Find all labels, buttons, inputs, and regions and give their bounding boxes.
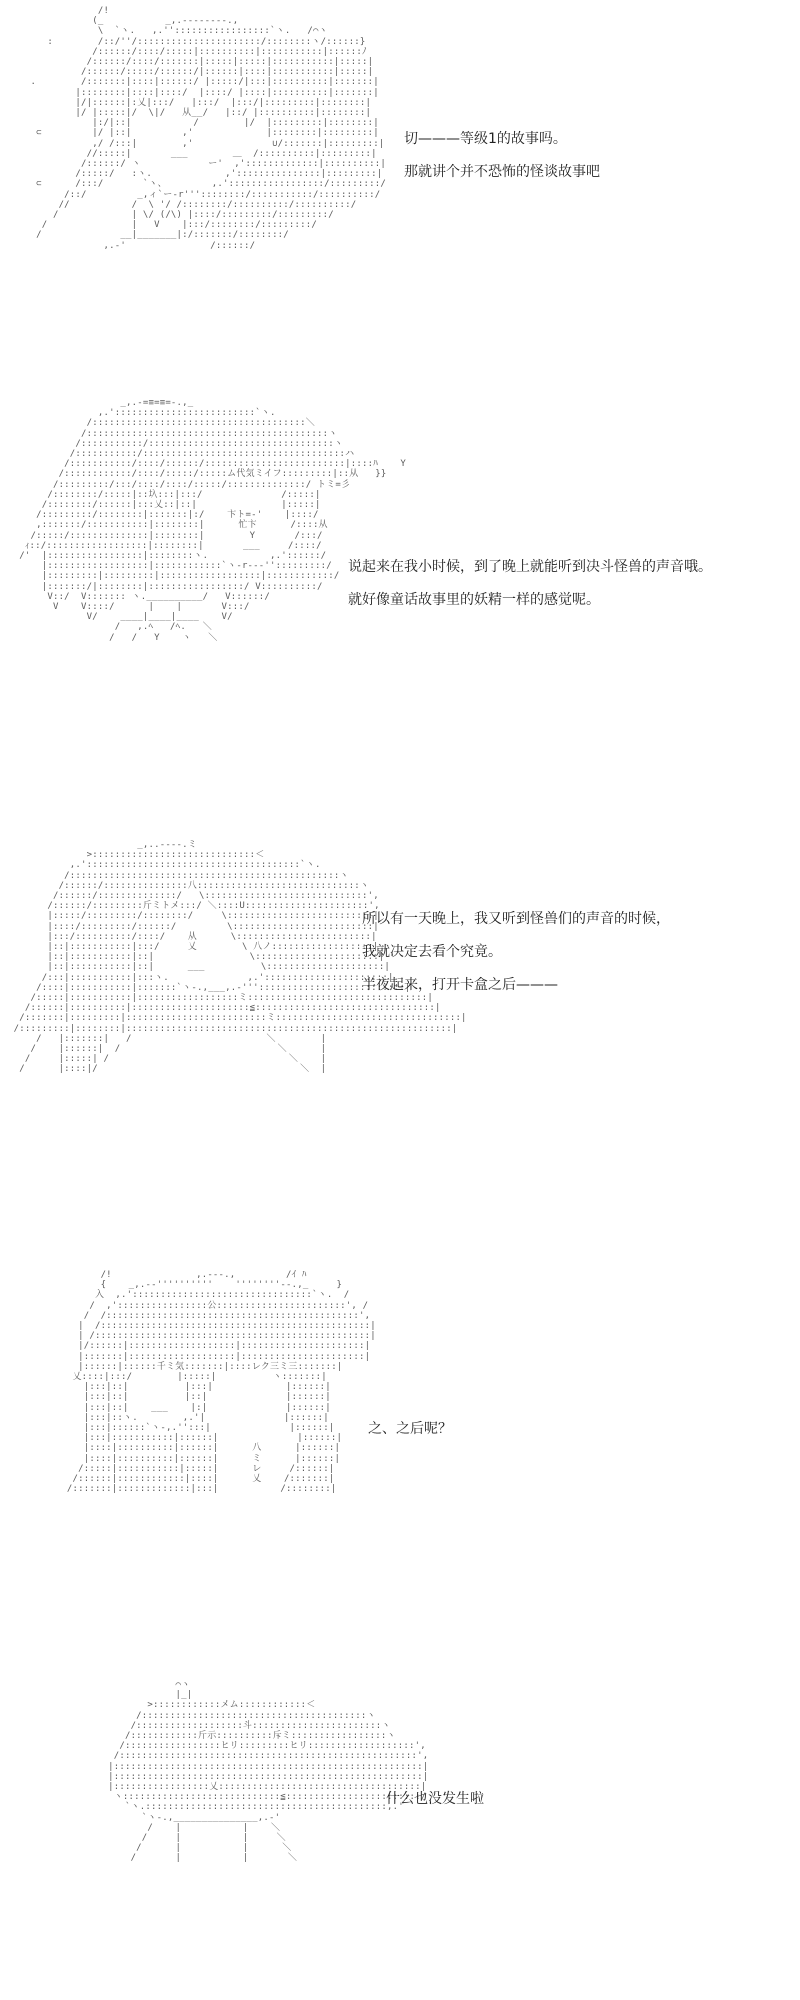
panel-2	[0, 390, 800, 810]
dialogue-line: 我就决定去看个究竟。	[362, 944, 502, 960]
ascii-art-character-1: /! (_ _,.--------., \ `ヽ. ,.'':::::::::::::::::`ヽ. /⌒ヽ : /::/''/::::::::::::::::::::::/::::::::ヽ/::::::} /::::::/::::/:::::|::::::::::|:::::::::::|::::::ﾉ /::::::/::::/:::::::|:::::|:::::|:::::::::::|:::::| /::::::/:::::/::::::/|::::::|::::|:::::::::::|:::::| . /:::::::|::::|::::::/ |:::::/|:::|::::::::::|:::::::| |::::::::|::::|::::/ |::::/ |::::|::::::::::|:::::::| |/|::::::|:乂|:::/ |:::/ |:::/|:::::::::|::::::::| |/ |:::::|/ \|/ 从__/ |::/ |::::::::::|::::::::| |:/|::| / |/ |:::::::::|::::::::| ⊂ |/ |::| ,' |::::::::|:::::::::| ,/ /:::| ,' ∪/:::::::|:::::::::| //:::::| ___ ＿ /::::::::::|:::::::::| /::::::/ ヽ ー' ,':::::::::::::|::::::::::| /:::::/ :ヽ. ,':::::::::::::::|:::::::::| ⊂ /:::/ `ヽ、 ,.':::::::::::::::::/:::::::::/ /::/ _,ィ`ー-r'''::::::::/:::::::::::/::::::::::/ // / \ '/ /::::::::/::::::::::/::::::::::/ / | \/ (/\) |::::/:::::::::/:::::::::/ / | V |:::/::::::::/:::::::::/ / __|_______|:/:::::::/::::::::/ ,.‐' /::::::/	[30, 6, 386, 251]
dialogue-line: 切———等级1的故事吗。	[404, 131, 567, 147]
ascii-art-character-4: /! ,.-‐-., /ｲ ﾊ { _,.-‐'''''''''' ''''''''‐-.,_ } 入 ,.'::::::::::::::::::::::::::::::::`ヽ. / / ,'::::::::::::::::公:::::::::::::::::::::::', / / /:::::::::::::::::::::::::::::::::::::::::::::', | /::::::::::::::::::::::::::::::::::::::::::::::::| | /:::::::::::::::::::::::::::::::::::::::::::::::::| |/::::::|:::::::::::::::::::|::::::::::::::::::::::| |:::::::|:::::::::::::::::::|::::::::::::::::::::::| |::::::|::::::千ミ気:::::::|::::レク三ミ三:::::::| 乂::::|:::/ |:::::| ヽ:::::::| |:::|::| |:::| |::::::| |:::|::| |::| |::::::| |:::|::| ___ |:| |::::::| |:::|::ヽ. ,.'| |::::::| |:::|::::::`ヽ-,.'':::| |::::::| |:::|:::::::::::|::::::| |::::::| |::::|::::::::::|::::::| 八 |::::::| |::::|::::::::::|::::::| ミ |::::::| /:::::|:::::::::::|:::::| レ /::::::| /::::::|::::::::::::|::::| 乂 /:::::::| /:::::::|:::::::::::::|:::| /::::::::|	[66, 1270, 376, 1495]
panel-3	[0, 830, 800, 1250]
dialogue-line: 半夜起来，打开卡盒之后———	[362, 977, 558, 993]
dialogue-1	[404, 130, 600, 196]
ascii-art-character-2: _,.-=≡=≡=-.,_ ,.':::::::::::::::::::::::::`ヽ. /::::::::::::::::::::::::::::::::::::::＼ /:::::::::::::::::::::::::::::::::::::::::::ヽ /:::::::::::/:::::::::::::::::::::::::::::::::ヽ /:::::::::::/::::::::::::::::::::::::::::::::::::ハ /:::::::::::/::::/::::::/:::::::::::::::::::::::::|::::ﾊ Y /::::::::::::/::::/:::::/:::::ム代気ミイフ:::::::::|::从 }} /:::::::::/:::/::::/::::/:::::/::::::::::::::/ トミ=彡 /::::::::/:::::|::圦:::|:::/ /:::::| /::::::::/::::::|:::乂::|::| |:::::| /:::::::::/::::::::|:::::::|:/ 卞ト=-' |::::/ ,:::::::/:::::::::::|::::::::| 忙卞 /::::从 /:::::/::::::::::::::|::::::::| Y /:::/ ｨ::/::::::::::::::::::|::::::::| ___ /::::/ /' |:::::::::::::::::|::::::::ヽ. ,.'::::::/ |::::::::::::::::::|::::::::::::`ヽ-r---'':::::::::/ |:::::::::|:::::::::|::::::::::::::::::|::::::::::::/ |:::::::/|::::::::|:::::::::::::::::/ V::::::::::/ V::/ V::::::: ヽ.__________/ V::::::/ V V::::/ | | V:::/ V/ ____|____|____ V/ / ,.ﾍ /ﾍ. ＼ / / Y ヽ ＼	[19, 398, 406, 643]
dialogue-4	[368, 1420, 452, 1453]
dialogue-line: 就好像童话故事里的妖精一样的感觉呢。	[348, 592, 600, 608]
dialogue-line: 之、之后呢？	[368, 1421, 452, 1437]
panel-4	[0, 1260, 800, 1660]
dialogue-line: 那就讲个并不恐怖的怪谈故事吧	[404, 164, 600, 180]
panel-5	[0, 1670, 800, 2000]
dialogue-3	[362, 910, 670, 1009]
dialogue-line: 所以有一天晚上，我又听到怪兽们的声音的时候，	[362, 911, 670, 927]
panel-1	[0, 0, 800, 370]
dialogue-5	[386, 1790, 484, 1823]
dialogue-2	[348, 558, 712, 624]
dialogue-line: 说起来在我小时候，到了晚上就能听到决斗怪兽的声音哦。	[348, 559, 712, 575]
ascii-art-character-3: _,..----.ミ >:::::::::::::::::::::::::::::＜ ,.'::::::::::::::::::::::::::::::::::::::`ヽ. /::::::::::::::::::::::::::::::::::::::::::::::::ヽ /::::::/:::::::::::::::八:::::::::::::::::::::::::::::ヽ /::::::/::::::::::::::/ \:::::::::::::::::::::::::::::', /::::::/:::::::::斤ミトメ:::/ ＼::::U::::::::::::::::::::::', |:::::/:::::::::/::::::::/ \::::::::::::::::::::::::::| |::::/:::::::::/::::::/ \:::::::::::::::::::::::::| |:::/::::::::::/::::/ 从 \::::::::::::::::::::::::| |::|:::::::::::|:::/ 乂 \ 八ノ::::::::::::::::::| |::|:::::::::::|::| \::::::::::::::::::::::| |::|:::::::::::|::| ___ \:::::::::::::::::::::| /:::|:::::::::::|:::ヽ. ,.'::::::::::::::::::::::| /::::|:::::::::::|:::::::`ヽ-.,___,.-'''::::::::::::::::::::::::::| /:::::|:::::::::::|::::::::::::::::::ミ::::::::::::::::::::::::::::::::| /::::::|::::::::::|:::::::::::::::::::::≦::::::::::::::::::::::::::::::::| /:::::::|:::::::::|:::::::::::::::::::::::::ミ:::::::::::::::::::::::::::::::::| /:::::::::|::::::::|::::::::::::::::::::::::::::::::::::::::::::::::::::::::::| / |:::::::| / ＼ | / |::::::| / ＼ | / |:::::| / ＼ | / |::::|/ ＼ |	[13, 840, 467, 1075]
ascii-art-character-5: ⌒ヽ |_| >::::::::::::メム::::::::::::＜ /::::::::::::::::::::::::::::::::::::::::ヽ /:::::::::::::::::::斗:::::::::::::::::::::::ヽ /::::::::::::斤示::::::::::斥ミ:::::::::::::::::ヽ /:::::::::::::::::ヒリ:::::::::ヒリ:::::::::::::::::::', /:::::::::::::::::::::::::::::::::::::::::::::::::::::', |:::::::::::::::::::::::::::::::::::::::::::::::::::::::| |:::::::::::::::::::::::::::::::::::::::::::::::::::::::| |:::::::::::::::::乂::::::::::::::::::::::::::::::::::::| ヽ::::::::::::::::::::::::::::≦::::::::::::::::::::::::/ `ヽ.:::::::::::::::::::::::::::::::::::::::::::,.' `ヽ-.,_______________,.-' / | | ＼ / | | ＼ / | | ＼ / | | ＼	[108, 1680, 429, 1864]
dialogue-line: 什么也没发生啦	[386, 1791, 484, 1807]
